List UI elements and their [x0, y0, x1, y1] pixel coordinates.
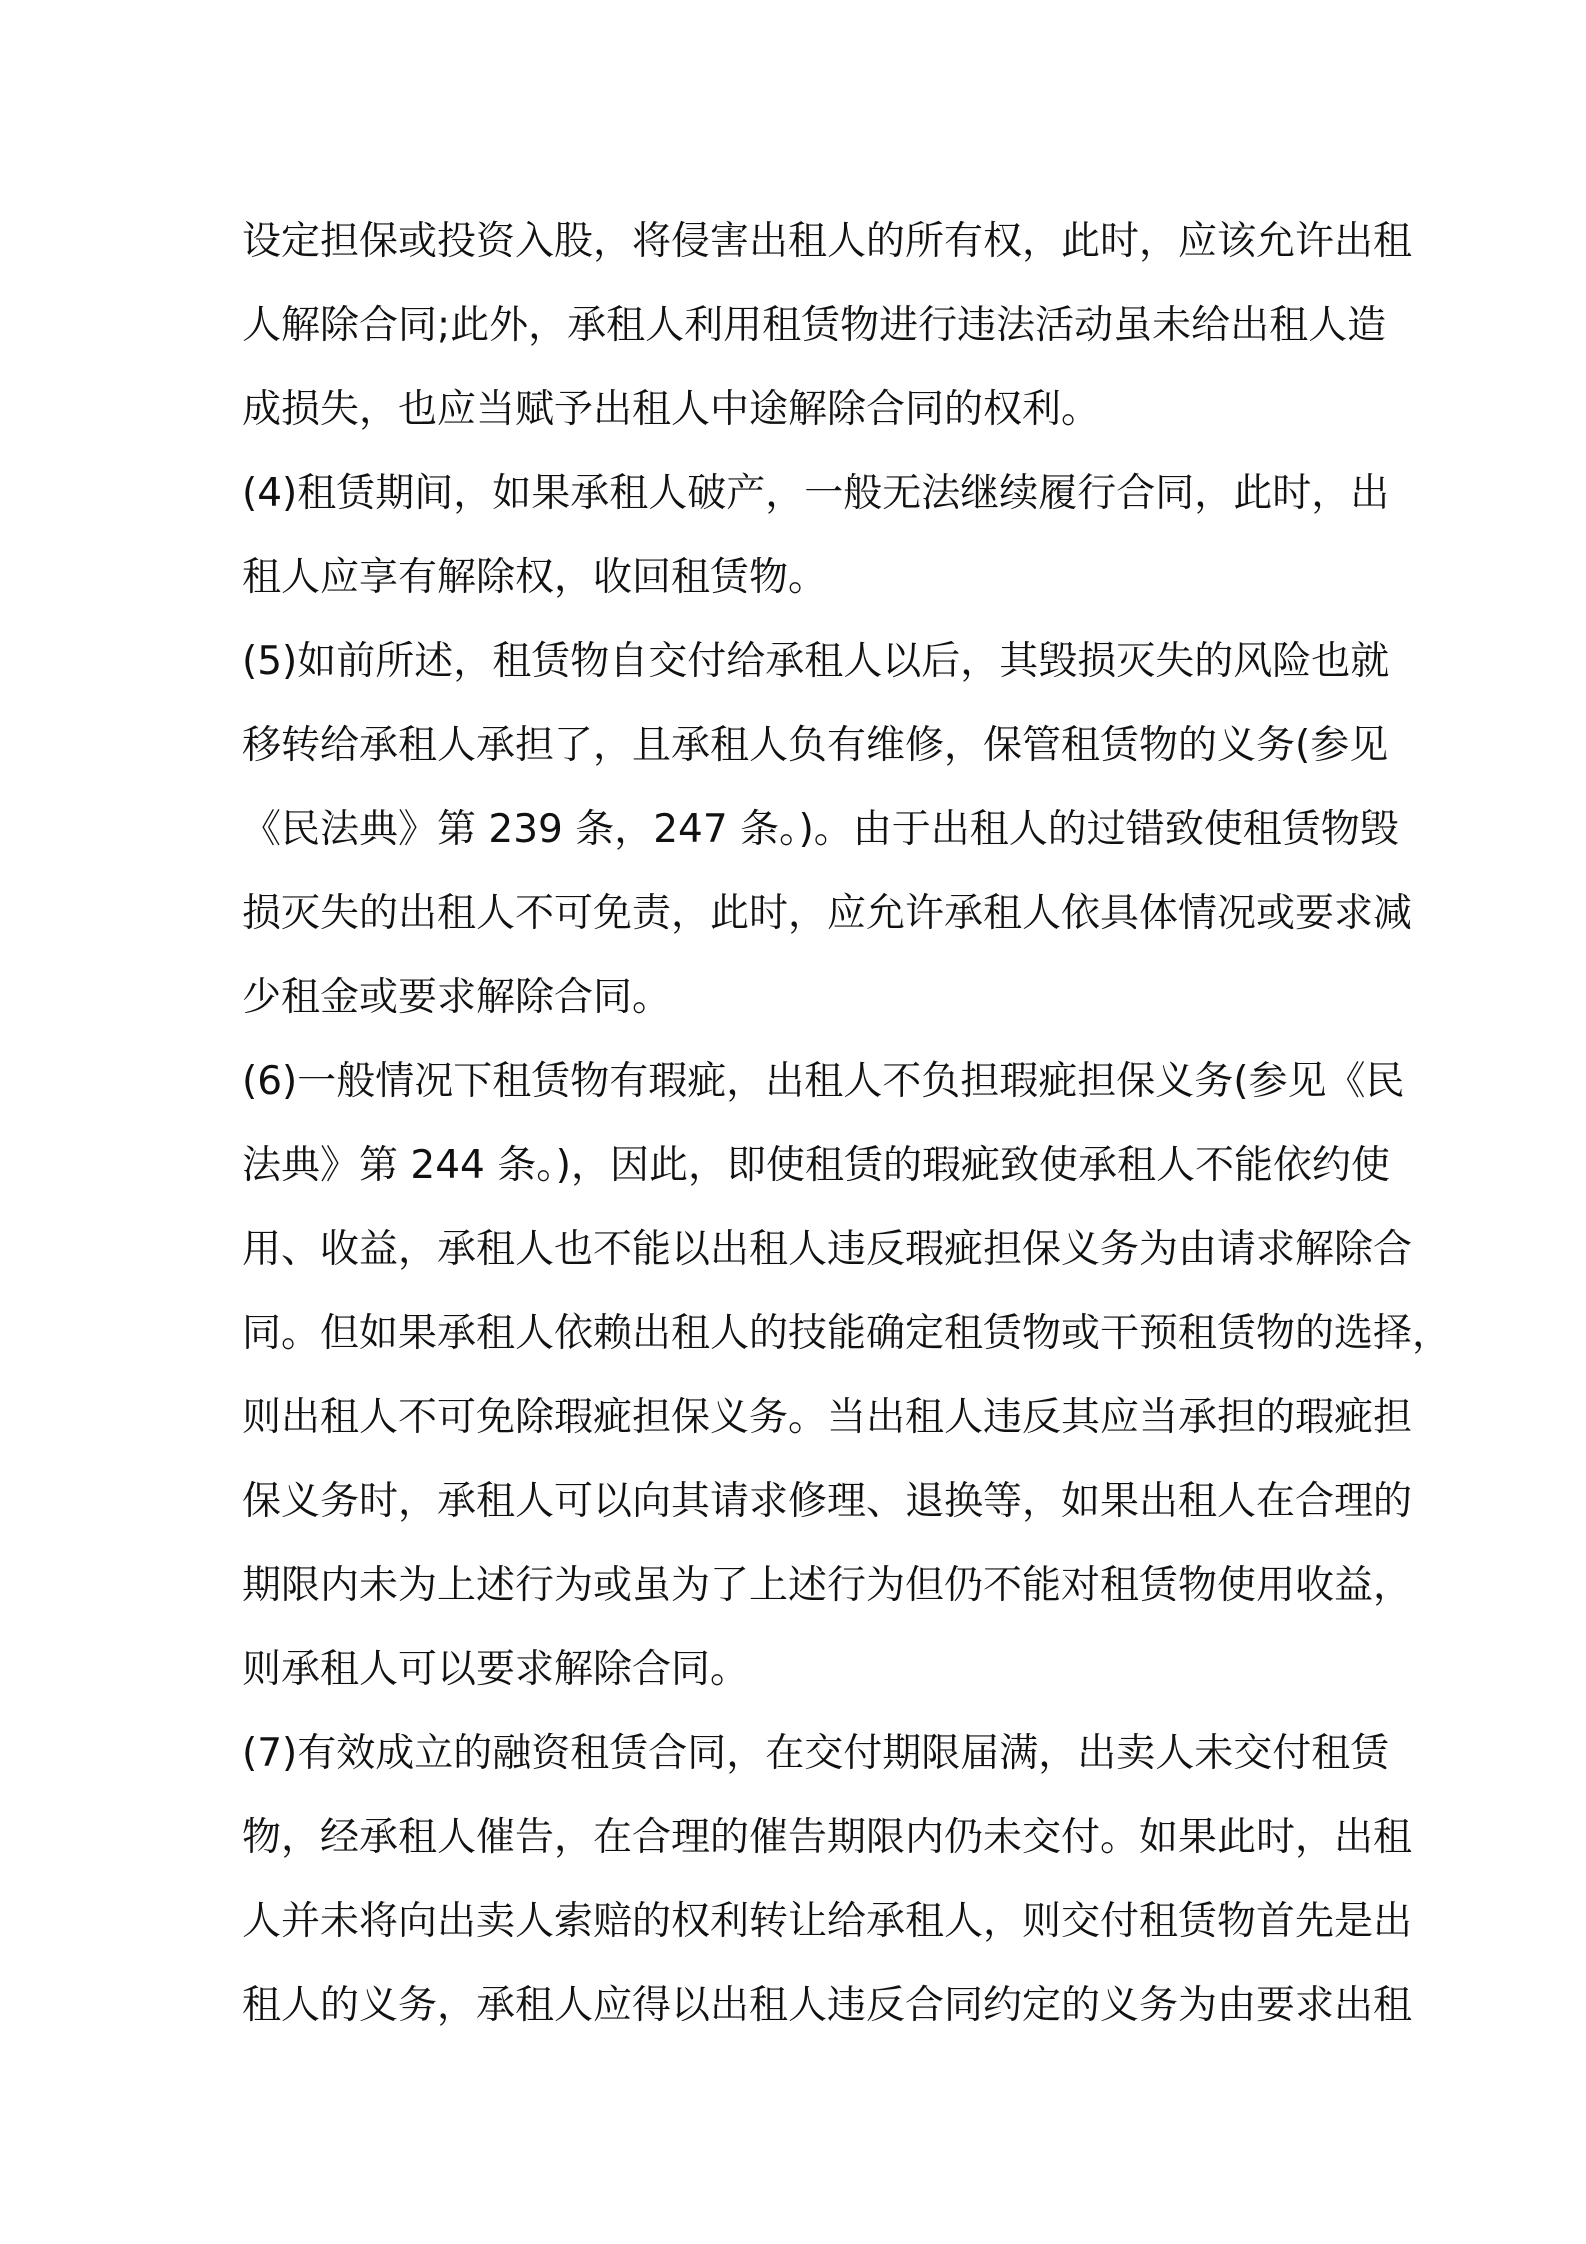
text-line: 少租金或要求解除合同。	[242, 975, 672, 1020]
body-text	[242, 200, 1452, 2048]
text-line: (4)租赁期间，如果承租人破产，一般无法继续履行合同，此时，出	[242, 471, 1390, 516]
text-line: 期限内未为上述行为或虽为了上述行为但仍不能对租赁物使用收益，	[242, 1563, 1413, 1608]
text-line: 人并未将向出卖人索赔的权利转让给承租人，则交付租赁物首先是出	[242, 1899, 1413, 1944]
text-line: (5)如前所述，租赁物自交付给承租人以后，其毁损灭失的风险也就	[242, 639, 1390, 684]
text-line: 同。但如果承租人依赖出租人的技能确定租赁物或干预租赁物的选择，	[242, 1311, 1452, 1356]
text-line: 用、收益，承租人也不能以出租人违反瑕疵担保义务为由请求解除合	[242, 1227, 1413, 1272]
text-line: 《民法典》第 239 条，247 条。)。由于出租人的过错致使租赁物毁	[242, 807, 1399, 852]
text-line: 法典》第 244 条。)，因此，即使租赁的瑕疵致使承租人不能依约使	[242, 1143, 1390, 1188]
text-line: 物，经承租人催告，在合理的催告期限内仍未交付。如果此时，出租	[242, 1815, 1413, 1860]
text-line: 租人的义务，承租人应得以出租人违反合同约定的义务为由要求出租	[242, 1983, 1413, 2028]
text-line: 人解除合同;此外，承租人利用租赁物进行违法活动虽未给出租人造	[242, 303, 1387, 348]
text-line: 损灭失的出租人不可免责，此时，应允许承租人依具体情况或要求减	[242, 891, 1413, 936]
text-line: 则出租人不可免除瑕疵担保义务。当出租人违反其应当承担的瑕疵担	[242, 1395, 1413, 1440]
text-line: 设定担保或投资入股，将侵害出租人的所有权，此时，应该允许出租	[242, 219, 1413, 264]
text-line: (7)有效成立的融资租赁合同，在交付期限届满，出卖人未交付租赁	[242, 1731, 1390, 1776]
text-line: 成损失，也应当赋予出租人中途解除合同的权利。	[242, 387, 1101, 432]
text-line: 租人应享有解除权，收回租赁物。	[242, 555, 828, 600]
text-line: 则承租人可以要求解除合同。	[242, 1647, 750, 1692]
text-line: (6)一般情况下租赁物有瑕疵，出租人不负担瑕疵担保义务(参见《民	[242, 1059, 1405, 1104]
text-line: 保义务时，承租人可以向其请求修理、退换等，如果出租人在合理的	[242, 1479, 1413, 1524]
text-line: 移转给承租人承担了，且承租人负有维修，保管租赁物的义务(参见	[242, 723, 1389, 768]
